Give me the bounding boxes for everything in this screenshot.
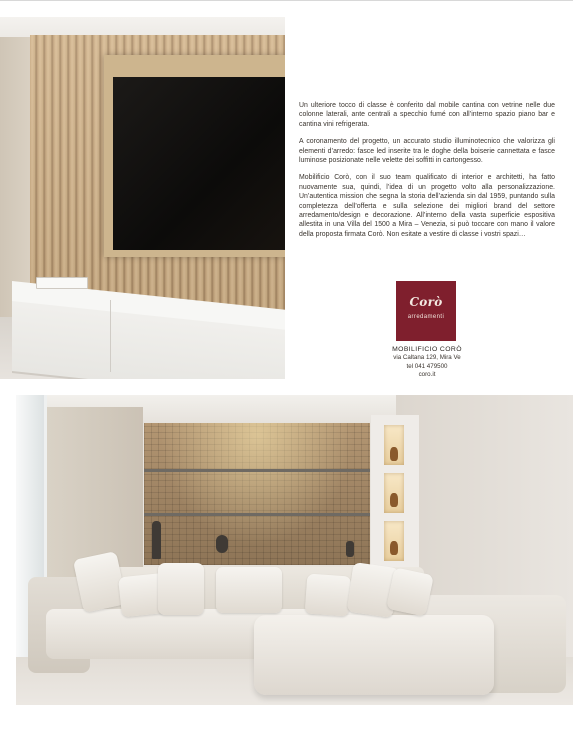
article-text — [299, 101, 555, 247]
wall-shelf — [144, 469, 370, 472]
living-room-sofa-mosaic-wall-photo — [16, 395, 573, 705]
decor-vase — [390, 447, 398, 461]
coro-logo — [396, 281, 456, 341]
article-paragraph: A coronamento del progetto, un accurato studio illuminotecnico che valorizza gli elementi d’arredo: fasce led inserite tra le doghe della boiserie cannettata e fasce luminose posizionate nelle velette dei soffitti in cartongesso. — [299, 138, 555, 165]
company-address: via Caltana 129, Mira Ve — [393, 354, 461, 361]
top-rule — [0, 0, 573, 1]
cushion — [305, 574, 352, 617]
logo-subtitle: arredamenti — [407, 314, 445, 320]
cushion — [216, 567, 282, 613]
sofa-front-module — [254, 615, 494, 695]
logo-script-text: Corò — [409, 295, 443, 309]
article-paragraph: Mobilificio Corò, con il suo team qualificato di interior e architetti, ha fatto nuovamente sua, quindi, l’idea di un progetto volto alla personalizzazione. Un’autentica mission che segna la storia dell’azienda sin dal 1959, puntando sulla completezza dell’offerta e sulla selezione dei migliori brand del settore arredamento/design e decorazione. All’interno della vasta superficie espositiva allestita in una Villa del 1500 a Mira – Venezia, si può toccare con mano il valore della proposta firmata Corò. Non esitate a vestire di classe i vostri spazi… — [299, 174, 555, 238]
wall-shelf — [144, 513, 370, 516]
company-phone: tel 041 479500 — [406, 362, 448, 370]
sculpture — [216, 535, 228, 553]
cushion — [386, 567, 434, 616]
cushion — [158, 563, 204, 615]
stone-mosaic-wall — [144, 423, 370, 565]
tv-screen — [113, 77, 285, 250]
cabinet-seam — [110, 300, 111, 372]
contact-block — [370, 345, 484, 380]
company-website[interactable]: coro.it — [418, 371, 436, 379]
decor-vase — [390, 493, 398, 507]
media-device — [36, 277, 88, 289]
company-name: MOBILIFICIO CORÒ — [392, 346, 462, 353]
vase — [346, 541, 354, 557]
statue — [152, 521, 161, 559]
decor-vase — [390, 541, 398, 555]
article-paragraph: Un ulteriore tocco di classe è conferito dal mobile cantina con vetrine nelle due colonne laterali, ante centrali a specchio fumé con all’interno spazio piano bar e cantina vini refrigerata. — [299, 102, 555, 128]
living-room-tv-wall-photo — [0, 17, 285, 379]
